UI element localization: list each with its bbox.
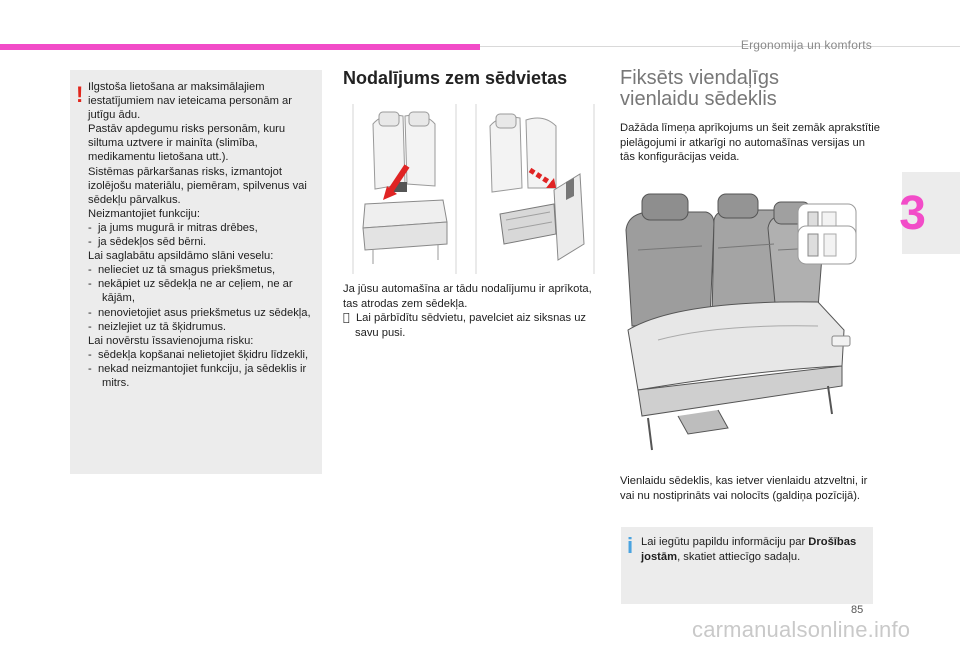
fixed-seat-intro: Dažāda līmeņa aprīkojums un šeit zemāk aprakstītie pielāgojumi ir atkarīgi no automašīnas versijas un tās konfigurācijas veida. xyxy=(620,122,880,163)
fixed-seat-heading xyxy=(620,68,779,110)
section-title: Ergonomija un komforts xyxy=(740,38,872,52)
warning-list-item: - nekad neizmantojiet funkciju, ja sēdeklis ir mitrs. xyxy=(88,362,307,389)
warning-text: Neizmantojiet funkciju: xyxy=(88,207,200,220)
vehicle-layout-icon xyxy=(796,220,860,270)
info-icon: i xyxy=(627,533,634,558)
warning-text: Sistēmas pārkaršanas risks, izmantojot izolējošu materiālu, piemēram, spilvenus vai sēdekļu pārvalkus. xyxy=(88,165,307,206)
warning-text: Lai novērstu īssavienojuma risku: xyxy=(88,334,254,347)
warning-list-item: - ja jums mugurā ir mitras drēbes, xyxy=(88,221,258,234)
seat-storage-closed-illustration xyxy=(343,104,466,274)
storage-description xyxy=(343,282,603,340)
seat-belts-link[interactable]: Drošības jostām xyxy=(641,536,857,563)
warning-list-item: - nekāpiet uz sēdekļa ne ar ceļiem, ne ar kājām, xyxy=(88,278,293,305)
info-box xyxy=(621,527,873,604)
storage-heading: Nodalījums zem sēdvietas xyxy=(343,68,568,88)
warning-list-item: - nelieciet uz tā smagus priekšmetus, xyxy=(88,264,276,277)
warning-text: Pastāv apdegumu risks personām, kuru siltuma uztvere ir mainīta (slimība, medikamentu lietošana utt.). xyxy=(88,123,286,164)
warning-exclamation-icon: ! xyxy=(76,82,84,107)
storage-step-text: Lai pārbīdītu sēdvietu, pavelciet aiz siksnas uz savu pusi. xyxy=(349,312,580,339)
chapter-number: 3 xyxy=(899,187,926,240)
fixed-seat-heading-line: Fiksēts viendaļīgs xyxy=(620,67,779,89)
warning-text: Ilgstoša lietošana ar maksimālajiem iestatījumiem nav ieteicama personām ar jutīgu ādu. xyxy=(88,81,292,122)
info-text-suffix: , skatiet attiecīgo sadaļu. xyxy=(677,550,801,563)
warning-list-item: - nenovietojiet asus priekšmetus uz sēdekļa, xyxy=(88,306,311,319)
info-text xyxy=(641,535,865,564)
chapter-color-bar xyxy=(0,44,480,50)
storage-text: Ja jūsu automašīna ar tādu nodalījumu ir aprīkota, tas atrodas zem sēdekļa. xyxy=(343,283,592,310)
warning-list-item: - sēdekļa kopšanai nelietojiet šķidru līdzekli, xyxy=(88,348,309,361)
fixed-seat-description: Vienlaidu sēdeklis, kas ietver vienlaidu atzveltni, ir vai nu nostiprināts vai nolocīts (galdiņa pozīcijā). xyxy=(620,475,868,502)
fixed-seat-heading-line: vienlaidu sēdeklis xyxy=(620,88,777,110)
seat-storage-open-illustration xyxy=(470,104,600,274)
header-divider xyxy=(480,46,960,47)
warning-box xyxy=(70,70,322,474)
info-text-prefix: Lai iegūtu papildu informāciju par xyxy=(641,536,809,548)
storage-step xyxy=(343,311,603,340)
arrow-icon xyxy=(343,311,350,324)
page-number: 85 xyxy=(851,604,864,616)
warning-list-item: - neizlejiet uz tā šķidrumus. xyxy=(88,320,227,333)
warning-list-item: - ja sēdekļos sēd bērni. xyxy=(88,236,207,249)
watermark: carmanualsonline.info xyxy=(692,617,911,642)
warning-text: Lai saglabātu apsildāmo slāni veselu: xyxy=(88,250,274,263)
